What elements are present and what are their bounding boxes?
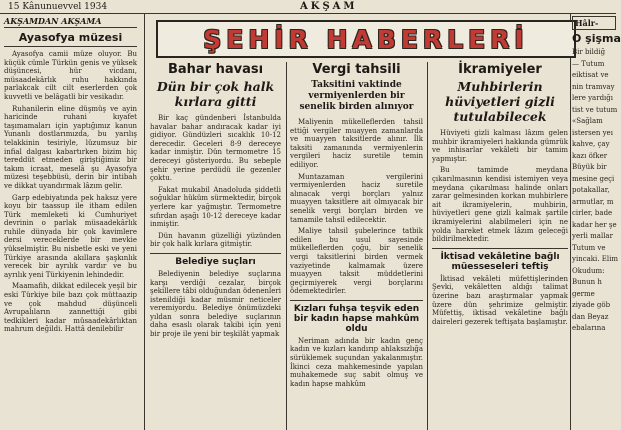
- section-kicker: AKŞAMDAN AKŞAMA: [4, 16, 137, 28]
- article-paragraph: Ruhanilerin eline düşmüş ve ayin haricinde ruhani kıyafet taşımamaları için yaptığımız kanun Yunanlı dostlarımızda, bu yarılış telakkinin tesiriyle, lüzumsuz bir infial dalgası kabartırken bizim hiç tereddüt etmeden giriştiğimiz bir takım icraat, meselâ şu Ayasofya müzesi teşebbüsü, derin bir intibah ve dikkat uyandırmak lâzım gelir.: [4, 104, 137, 190]
- article-line: cirler, bade: [572, 209, 613, 217]
- article-headline: İkramiyeler: [458, 62, 542, 77]
- article-line: yincaki. Elim: [572, 255, 618, 263]
- article-line: Büyük bir: [572, 163, 607, 171]
- article-headline: O şişma: [572, 32, 621, 45]
- issue-date: 15 Kânunuevvel 1934: [8, 2, 108, 12]
- article-paragraph: Belediyenin belediye suçlarına karşı verdiği cezalar, birçok şekillere tâbi olduğundan ödenenleri istenildiği kadar müsmir neticeler veremiyordu. Belediye önümüzdeki yıldan sonra belediye suçlarının daha esaslı olarak takibi için yeni bir proje ile yeni bir teşkilât yapmak: [150, 269, 281, 339]
- article-line: Bir bildiğ: [572, 48, 606, 56]
- article-line: yerli mallar: [572, 232, 613, 240]
- section-banner: [156, 20, 576, 58]
- article-paragraph: Muntazaman vergilerini vermiyenlerden haciz suretile alınacak vergi borçları yalnız muayyen taksitlere ait olmıyacak bir senelik vergi borçları birden ve tamamile tahsil edilecektir.: [290, 172, 423, 224]
- section-kicker: Hâlr-: [572, 16, 616, 30]
- article-headline: Vergi tahsili: [312, 62, 401, 77]
- article-line: lere yardığı: [572, 94, 614, 102]
- article-column-2: [150, 62, 281, 430]
- newspaper-name: AKŞAM: [300, 1, 358, 12]
- divider: [432, 248, 568, 249]
- article-paragraph: Dün havanın güzelliği yüzünden bir çok halk kırlara gitmiştir.: [150, 231, 281, 249]
- article-line: dan Beyaz: [572, 312, 609, 321]
- article-line: ebalarına: [572, 324, 606, 332]
- article-line: kahve, çay: [572, 140, 610, 148]
- article-line: kazı öfker: [572, 151, 608, 160]
- article-lines: [572, 48, 616, 333]
- article-line: eiktisat ve: [572, 71, 609, 79]
- article-line: Bunun h: [572, 278, 602, 286]
- article-paragraph: Maliye tahsil şubelerince tatbik edilen bu usul sayesinde mükelleflerden çoğu, bir senelik vergi taksitlerini birden vermek vaziyetinde kalmamak üzere muayyen taksit müddetlerini geçirmiyerek vergi borçlarını ödemektedirler.: [290, 227, 423, 296]
- article-paragraph: Neriman adında bir kadın genç kadın ve kızları kandırıp ahlaksızlığa sürüklemek suçundan yakalanmıştır. İkinci ceza mahkemesinde yapılan muhakemede suç sabit olmuş ve kadın hapse mahkûm: [290, 336, 423, 388]
- subsection-headline: Belediye suçları: [175, 256, 256, 267]
- article-paragraph: Bu tamimde meydana çıkarılmasının kendisi istemiyen veya meydana çıkarılması halinde onları zarar gelmesinden korkan muhbirlere ait ikramiyelerin, muhbirin, hüviyetleri gene gizli kalmak şartile ikramiyelerini alabilmeleri için ne yolda hareket etmek lâzım geleceği bildirilmektedir.: [432, 166, 568, 244]
- article-column-3: [290, 62, 423, 430]
- article-line: Tutum ve: [572, 243, 606, 252]
- right-column-partial: [572, 16, 621, 430]
- article-line: potakallar,: [572, 186, 610, 194]
- article-paragraph: Hüviyeti gizli kalması lâzım gelen muhbir ikramiyeleri hakkında gümrük ve inhisarlar vekâleti bir tamim yapmıştır.: [432, 129, 568, 163]
- article-paragraph: Maliyenin mükelleflerden tahsil ettiği vergiler muayyen zamanlarda ve muayyen taksitlerde alınır. İlk taksiti zamanında vermiyenlerin vergileri haciz suretile temin ediliyor.: [290, 118, 423, 169]
- left-column: [4, 16, 137, 430]
- divider: [290, 300, 423, 301]
- article-paragraph: İktisad vekâleti müfettişlerinden Şevki, vekâletten aldığı talimat üzerine bazı araştırmalar yapmak üzere dün şehrimize gelmiştir. Müfettiş, iktisad vekâletine bağlı daireleri gezerek teftişata başlamıştır.: [432, 274, 568, 326]
- article-subheadline: Muhbirlerin hüviyetleri gizli tutulabilecek: [445, 79, 555, 124]
- article-line: kadar her şe: [572, 220, 617, 229]
- article-line: armutlar, m: [572, 197, 614, 206]
- article-paragraph: Fakat mukabil Anadoluda şiddetli soğuklar hüküm sürmektedir, birçok yerlere kar yağmıştır. Termometre sıfırdan aşağı 10-12 dereceye kadar inmiştir.: [150, 185, 281, 229]
- column-divider: [427, 62, 428, 430]
- article-headline: Bahar havası: [167, 62, 264, 77]
- article-line: germe: [572, 289, 595, 298]
- article-headline: Ayasofya müzesi: [4, 31, 137, 47]
- article-paragraph: Garp edebiyatında pek haksız yere koyu bir taassup ile itham edilen Türk memleketi ki Cumhuriyet devrinin o parlak müsaadekârlık ruhile dünyada bir çok kavimlere dersi vereceklerde bir mevkie yükselmiştir. Bu nisbetle eski ve yeni Türkiye arasında akıllara şaşkınlık verecek bir ayrılık vardır ve bu ayrılık yeni Türkiyenin lehindedir.: [4, 193, 137, 279]
- article-line: — Tutum: [572, 59, 605, 68]
- article-line: «Sağlam: [572, 117, 603, 125]
- article-line: tist ve tutum: [572, 105, 618, 114]
- article-line: ziyade göb: [572, 301, 611, 309]
- subsection-headline: Kızları fuhşa teşvik eden bir kadın hapse mahkûm oldu: [293, 303, 420, 334]
- article-line: nin tramvay: [572, 82, 615, 91]
- article-column-4: [432, 62, 568, 430]
- article-paragraph: Ayasofya camii müze oluyor. Bu küçük cümle Türkün genis ve yüksek düşüncesi, hür vicdanı, müsaadekârlık ruhu hakkında parlakcak cilt cilt eserlerden çok kuvvetli ve belâgatli bir vesikadır.: [4, 50, 137, 101]
- column-divider: [144, 14, 145, 430]
- article-subheadline: Dün bir çok halk kırlara gitti: [156, 79, 275, 109]
- article-line: mesine geçi: [572, 174, 615, 183]
- article-paragraph: Maamafih, dikkat edilecek yeşil bir eski Türkiye bile bazı çok müttaazip ve çok mahdud düşünceli Avrupalıların zannettiği gibi tedkikleri kadar müsaadekârlıktan mahrum değildi. Hattâ denilebilir: [4, 282, 137, 334]
- column-divider: [570, 14, 571, 430]
- masthead: [0, 0, 616, 14]
- divider: [150, 253, 281, 254]
- article-paragraph: Bir kaç gündenberi İstanbulda havalar bahar andıracak kadar iyi gidiyor. Gündüzleri sıcaklık 10-12 derecedir. Geceleri 8-9 dereceye kadar inmiştir. Dün termometre 15 dereceyi gösteriyordu. Bu sebeple şehir yerine perdüdü ile gezenler çoktu.: [150, 114, 281, 183]
- column-divider: [286, 62, 287, 430]
- article-line: istersen yeı: [572, 128, 613, 137]
- article-subheadline: Taksitini vaktinde vermiyenlerden bir senelik birden alınıyor: [299, 80, 414, 112]
- article-line: Okudum:: [572, 266, 605, 275]
- section-banner-title: ŞEHİR HABERLERİ: [203, 24, 529, 54]
- subsection-headline: İktisad vekâletine bağlı müesseseleri teftiş: [440, 251, 560, 272]
